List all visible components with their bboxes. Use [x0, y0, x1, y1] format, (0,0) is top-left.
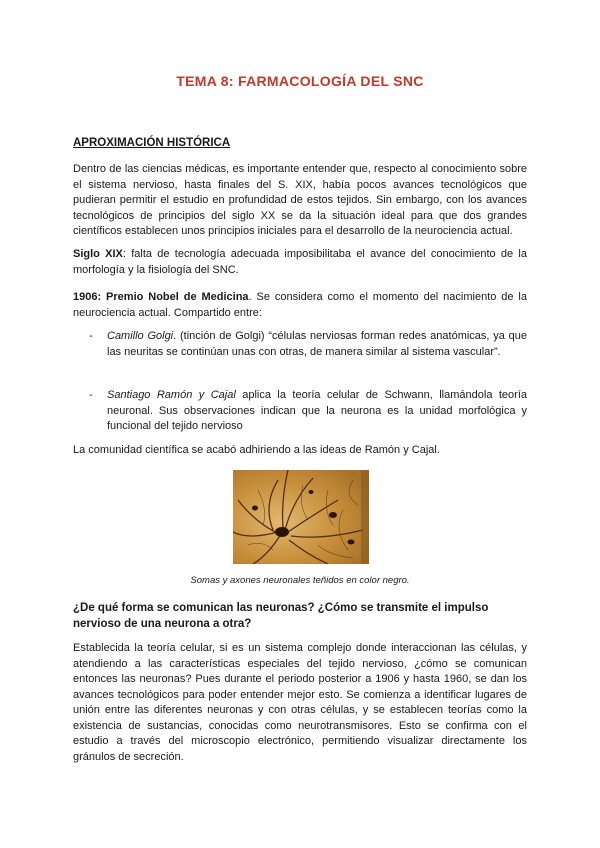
figure-caption: Somas y axones neuronales teñidos en color negro. — [190, 575, 410, 586]
section-heading: APROXIMACIÓN HISTÓRICA — [73, 137, 231, 149]
siglo-xix-paragraph — [73, 247, 527, 278]
list-dash: - — [89, 389, 93, 401]
final-paragraph: Establecida la teoría celular, si es un sistema complejo donde interaccionan las células, y atendiendo a las características especiales del tejido nervioso, ¿cómo se comunican entonces las neuronas? Pues durante el periodo posterior a 1906 y hasta 1960, se dan los avances tecnológicos para poder entender mejor esto. Se comienza a identificar lugares de unión entre las diferentes neuronas y con otras células, y se establecen teorías como la existencia de sustancias, conocidas como neurotransmisores. Esto se confirma con el estudio a través del microscopio electrónico, permitiendo visualizar directamente los gránulos de secreción. — [73, 642, 527, 763]
list-item-text: . (tinción de Golgi) “células nerviosas forman redes anatómicas, ya que las neuritas se continúan unas con otras, de manera similar al sistema vascular”. — [107, 330, 527, 358]
siglo-xix-text: : falta de tecnología adecuada imposibilitaba el avance del conocimiento de la morfología y la fisiología del SNC. — [73, 248, 527, 276]
nobel-label: 1906: Premio Nobel de Medicina — [73, 291, 249, 303]
conclusion-paragraph: La comunidad científica se acabó adhiriendo a las ideas de Ramón y Cajal. — [73, 444, 440, 456]
list-item — [89, 388, 528, 435]
list-item-name: Camillo Golgi — [107, 330, 174, 342]
list-item — [89, 329, 527, 360]
list-dash: - — [89, 330, 93, 342]
list-item-name: Santiago Ramón y Cajal — [107, 389, 236, 401]
intro-paragraph: Dentro de las ciencias médicas, es importante entender que, respecto al conocimiento sobre el sistema nervioso, hasta finales del S. XIX, había pocos avances tecnológicos que pudieran permitir el estudio en profundidad de estos tejidos. Sin embargo, con los avances tecnológicos de principios del siglo XX se da la situación ideal para que dos grandes científicos establecen unos principios iniciales para el desarrollo de la neurociencia actual. — [73, 163, 527, 237]
nobel-text: . Se considera como el momento del nacimiento de la neurociencia actual. Compartido entre: — [73, 291, 527, 319]
question-heading: ¿De qué forma se comunican las neuronas? ¿Cómo se transmite el impulso nervioso de una neurona a otra? — [73, 602, 489, 630]
neuron-stain-image — [233, 470, 369, 564]
page-title: TEMA 8: FARMACOLOGÍA DEL SNC — [176, 73, 424, 89]
neuron-stain-picture — [233, 470, 369, 564]
siglo-xix-label: Siglo XIX — [73, 248, 123, 260]
nobel-paragraph — [73, 290, 527, 321]
list-item-text: aplica la teoría celular de Schwann, llamándola teoría neuronal. Sus observaciones indican que la neurona es la unidad morfológica y funcional del tejido nervioso — [107, 389, 528, 432]
